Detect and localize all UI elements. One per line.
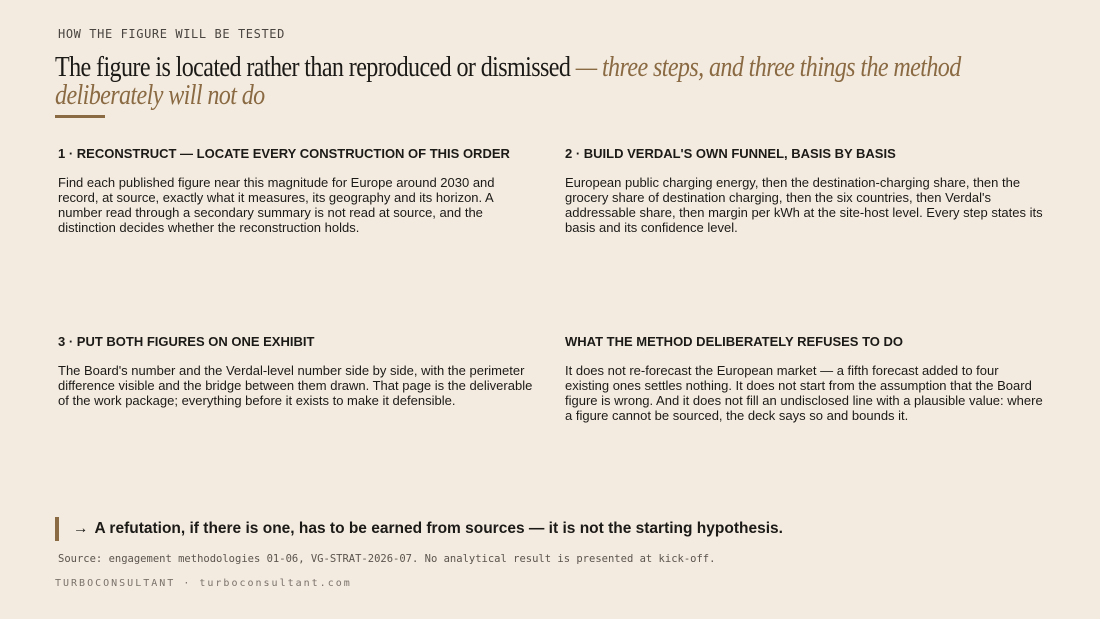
- step-title: 2 · BUILD VERDAL'S OWN FUNNEL, BASIS BY BASIS: [565, 146, 896, 161]
- takeaway-text: A refutation, if there is one, has to be earned from sources — it is not the starting hypothesis.: [94, 520, 783, 537]
- step-body: The Board's number and the Verdal-level number side by side, with the perimeter difference visible and the bridge between them drawn. That page is the deliverable of the work package; everything before it exists to make it defensible.: [58, 363, 533, 408]
- title-accent: three steps, and three things the method deliberately will not do: [55, 52, 961, 111]
- key-takeaway: [55, 517, 783, 541]
- arrow-right-icon: →: [73, 520, 89, 537]
- source-note: Source: engagement methodologies 01-06, VG-STRAT-2026-07. No analytical result is presented at kick-off.: [58, 553, 716, 565]
- step-title: WHAT THE METHOD DELIBERATELY REFUSES TO DO: [565, 334, 904, 349]
- step-title: 1 · RECONSTRUCT — LOCATE EVERY CONSTRUCTION OF THIS ORDER: [58, 146, 510, 161]
- footer-brand: TURBOCONSULTANT · turboconsultant.com: [55, 578, 352, 589]
- step-card-funnel: [565, 146, 1043, 235]
- title-dash: —: [570, 52, 602, 83]
- eyebrow-label: HOW THE FIGURE WILL BE TESTED: [58, 27, 285, 41]
- step-body: Find each published figure near this magnitude for Europe around 2030 and record, at source, exactly what it measures, its geography and its horizon. A number read through a secondary summary is not read at source, and the distinction decides whether the reconstruction holds.: [58, 175, 495, 235]
- step-title: 3 · PUT BOTH FIGURES ON ONE EXHIBIT: [58, 334, 315, 349]
- step-card-refusals: [565, 334, 1043, 423]
- title-main: The figure is located rather than reproduced or dismissed: [55, 52, 571, 83]
- step-body: It does not re-forecast the European market — a fifth forecast added to four existing ones settles nothing. It does not start from the assumption that the Board figure is wrong. And it does not fill an undisclosed line with a plausible value: where a figure cannot be sourced, the deck says so and bounds it.: [565, 363, 1043, 423]
- step-card-exhibit: [58, 334, 536, 408]
- step-body: European public charging energy, then the destination-charging share, then the grocery share of destination charging, then the six countries, then Verdal's addressable share, then margin per kWh at the site-host level. Every step states its basis and its confidence level.: [565, 175, 1043, 235]
- page-title: [55, 54, 1044, 110]
- title-underline: [55, 115, 105, 118]
- step-card-reconstruct: [58, 146, 536, 235]
